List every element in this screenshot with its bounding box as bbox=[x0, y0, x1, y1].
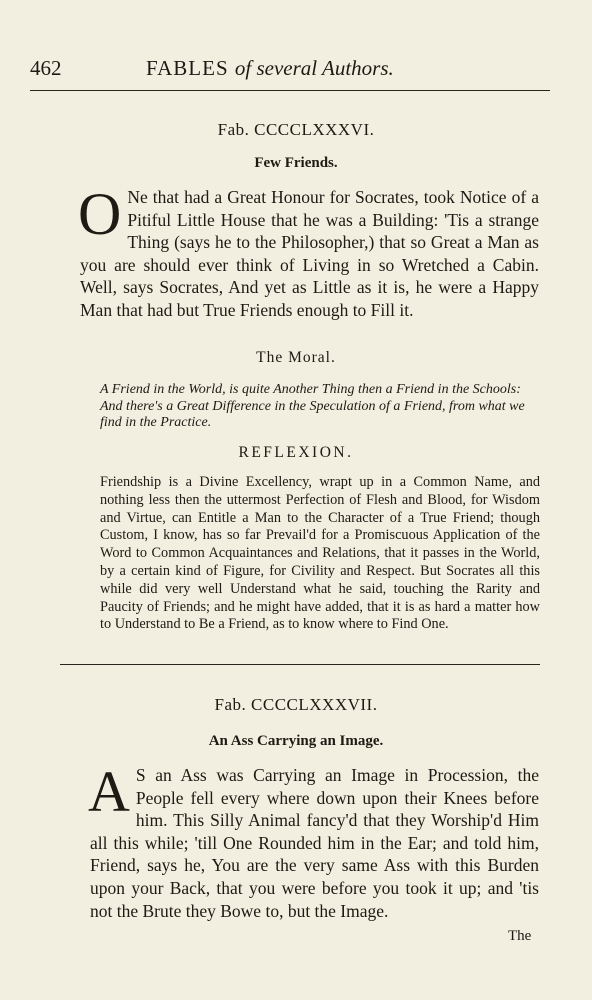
fable-body bbox=[78, 181, 539, 322]
moral-heading: The Moral. bbox=[256, 349, 336, 366]
running-title-caps: FABLES bbox=[146, 56, 229, 80]
catchword: The bbox=[508, 928, 532, 944]
running-title bbox=[146, 56, 394, 81]
header-rule bbox=[30, 90, 550, 91]
fable-subtitle: An Ass Carrying an Image. bbox=[208, 733, 384, 749]
fable-body-text: Ne that had a Great Honour for Socrates, took Notice of a Pitiful Little House that he was a Building: 'Tis a strange Thing (says he to the Philosopher,) that so Great a Man as you are should ever think of Living in so Wretched a Cabin. Well, says Socrates, And yet as Little as it is, he were a Happy Man that had but True Friends enough to Fill it. bbox=[80, 187, 539, 320]
section-divider bbox=[60, 664, 540, 665]
running-header bbox=[30, 56, 550, 88]
drop-cap: A bbox=[88, 759, 130, 824]
running-title-italic: of several Authors. bbox=[234, 56, 394, 80]
drop-cap: O bbox=[78, 181, 122, 247]
fable-body bbox=[88, 759, 539, 922]
page-number: 462 bbox=[30, 56, 62, 80]
reflexion-text: Friendship is a Divine Excellency, wrapt up in a Common Name, and nothing less then the uttermost Perfection of Flesh and Blood, for Wisdom and Virtue, can Entitle a Man to the Character of a True Friend; though Custom, I know, has so far Prevail'd for a Promiscuous Application of the Word to Common Acquaintances and Relations, that it passes in the World, by a certain kind of Figure, for Civility and Respect. But Socrates all this while did very well Understand what he said, touching the Rarity and Paucity of Friends; and he might have added, that it is as hard a matter how to Understand to Be a Friend, as to know where to Find One. bbox=[100, 474, 540, 633]
fable-number: Fab. CCCCLXXXVII. bbox=[214, 695, 378, 714]
fable-number: Fab. CCCCLXXXVI. bbox=[217, 120, 375, 139]
fable-subtitle: Few Friends. bbox=[254, 155, 338, 171]
moral-text: A Friend in the World, is quite Another Thing then a Friend in the Schools: And there's a Great Difference in the Speculation of a Friend, from what we find in the Practice. bbox=[100, 382, 525, 430]
reflexion-heading: REFLEXION. bbox=[238, 444, 354, 461]
fable-body-text: S an Ass was Carrying an Image in Procession, the People fell every where down upon their Knees before him. This Silly Animal fancy'd that they Worship'd Him all this while; 'till One Rounded him in the Ear; and told him, Friend, says he, You are the very same Ass with this Burden upon your Back, that you were before you took it up; and 'tis not the Brute they Bowe to, but the Image. bbox=[90, 765, 539, 921]
